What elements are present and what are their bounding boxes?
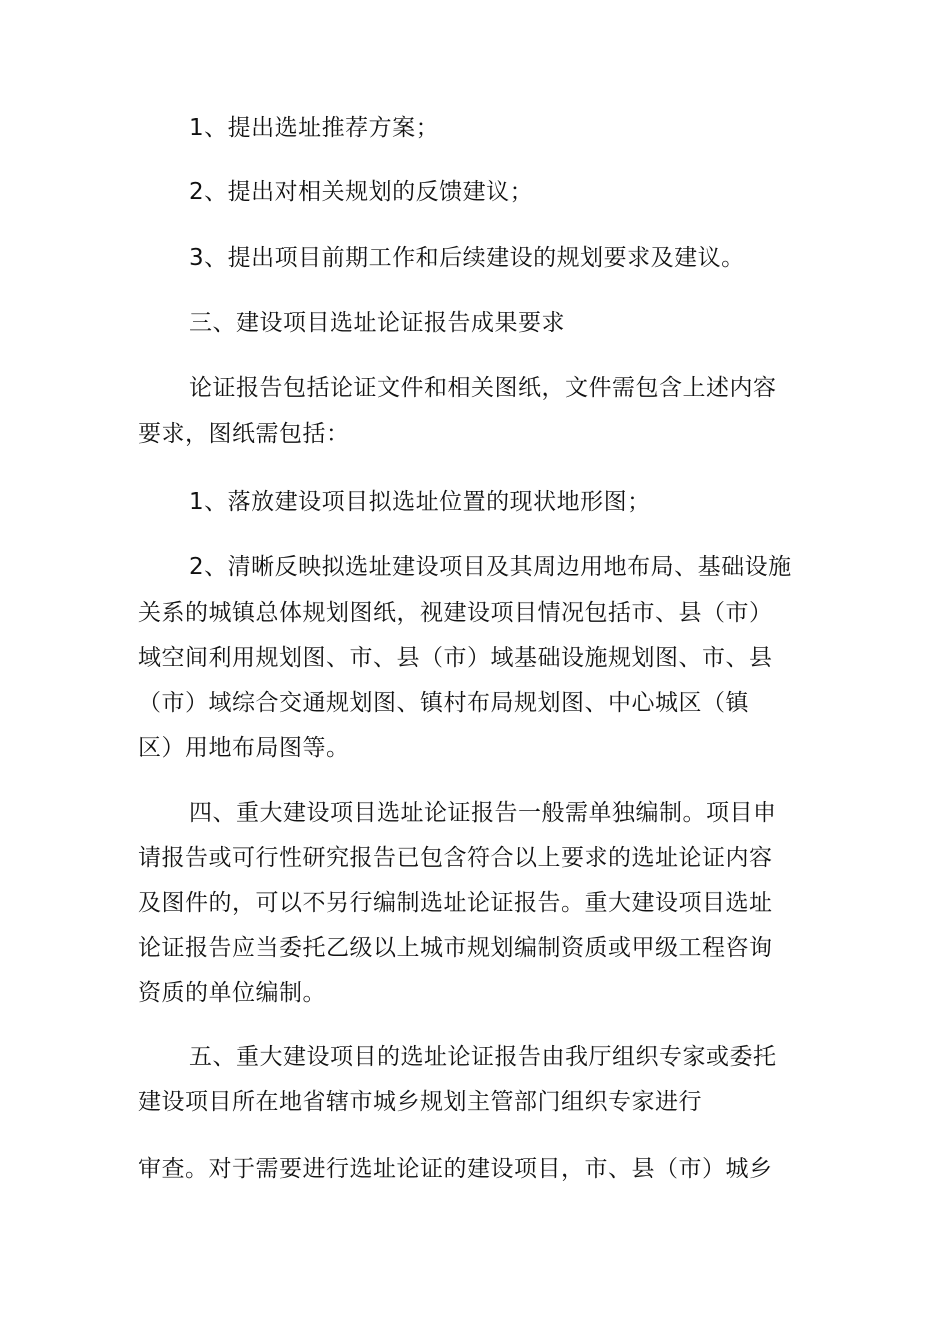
paragraph-line: 要求，图纸需包括：	[138, 421, 350, 447]
paragraph-line: 资质的单位编制。	[138, 980, 326, 1006]
paragraph-line: 建设项目所在地省辖市城乡规划主管部门组织专家进行	[138, 1089, 702, 1115]
list-item-master-plan: 2、清晰反映拟选址建设项目及其周边用地布局、基础设施	[189, 554, 792, 580]
list-item-recommend-scheme: 1、提出选址推荐方案；	[189, 115, 440, 141]
list-item-feedback-suggestions: 2、提出对相关规划的反馈建议；	[189, 179, 534, 205]
paragraph-line: （市）域综合交通规划图、镇村布局规划图、中心城区（镇	[138, 690, 749, 716]
section-heading-four: 四、重大建设项目选址论证报告一般需单独编制。项目申	[189, 800, 777, 826]
paragraph-line: 审查。对于需要进行选址论证的建设项目，市、县（市）城乡	[138, 1156, 773, 1182]
paragraph-line: 请报告或可行性研究报告已包含符合以上要求的选址论证内容	[138, 845, 773, 871]
section-heading-three: 三、建设项目选址论证报告成果要求	[189, 310, 565, 336]
paragraph-line: 域空间利用规划图、市、县（市）域基础设施规划图、市、县	[138, 645, 773, 671]
section-heading-five: 五、重大建设项目的选址论证报告由我厅组织专家或委托	[189, 1044, 777, 1070]
paragraph-line: 论证报告包括论证文件和相关图纸，文件需包含上述内容	[189, 375, 777, 401]
paragraph-line: 区）用地布局图等。	[138, 735, 350, 761]
list-item-planning-requirements: 3、提出项目前期工作和后续建设的规划要求及建议。	[189, 245, 745, 271]
paragraph-line: 论证报告应当委托乙级以上城市规划编制资质或甲级工程咨询	[138, 935, 773, 961]
paragraph-line: 关系的城镇总体规划图纸，视建设项目情况包括市、县（市）	[138, 600, 773, 626]
list-item-topographic-map: 1、落放建设项目拟选址位置的现状地形图；	[189, 489, 651, 515]
paragraph-line: 及图件的，可以不另行编制选址论证报告。重大建设项目选址	[138, 890, 773, 916]
